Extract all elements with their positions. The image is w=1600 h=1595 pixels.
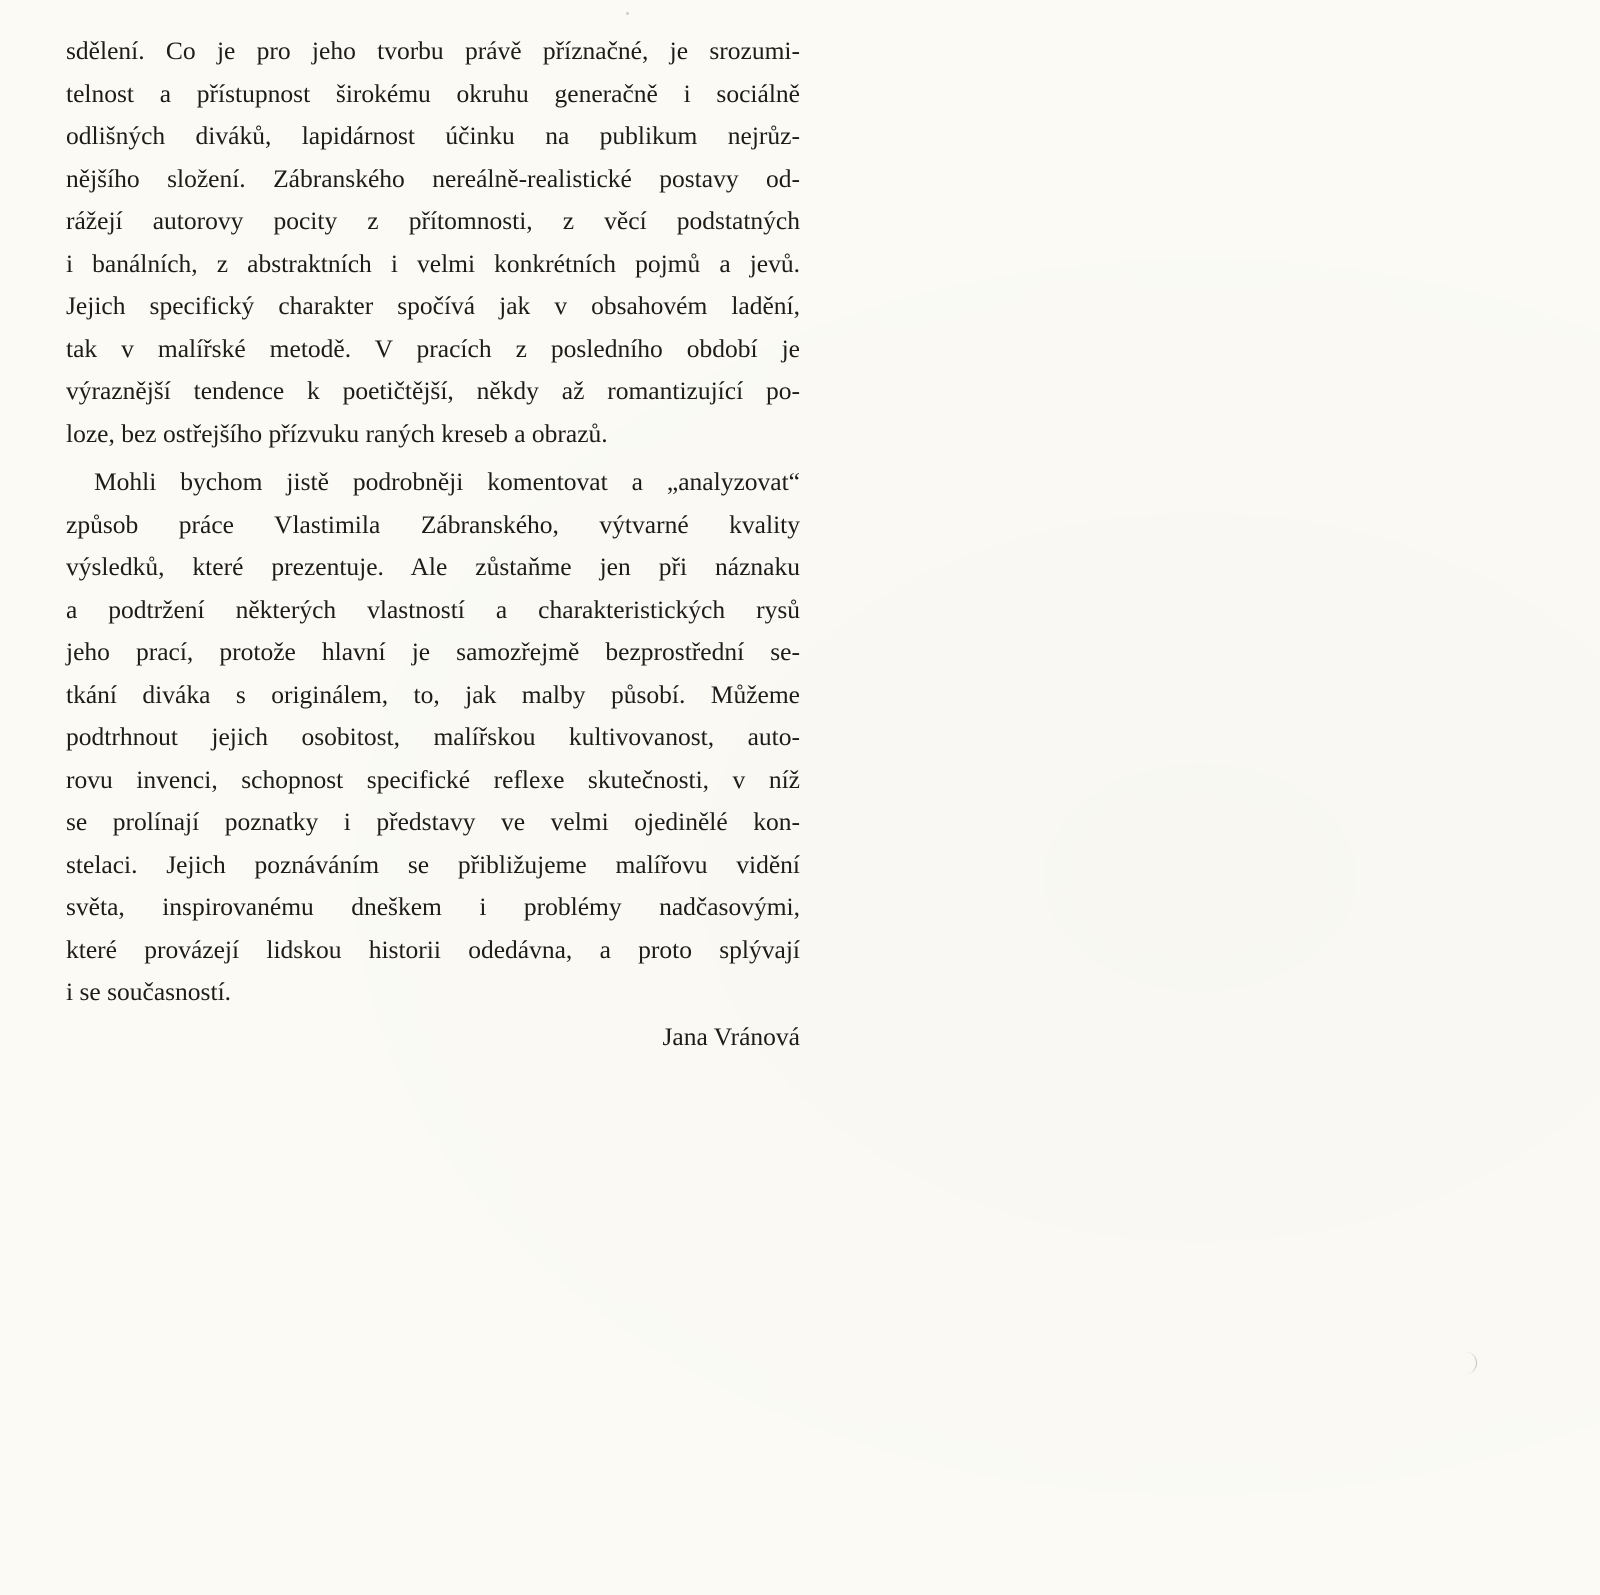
text-line: sdělení. Co je pro jeho tvorbu právě příznačné, je srozumi- <box>66 36 800 65</box>
text-line: rovu invenci, schopnost specifické reflexe skutečnosti, v níž <box>66 764 800 794</box>
text-line: i banálních, z abstraktních i velmi konkrétních pojmů a jevů. <box>66 248 800 278</box>
text-line: jeho prací, protože hlavní je samozřejmě bezprostřední se- <box>66 637 800 666</box>
text-line: i se současností. <box>66 977 232 1006</box>
author-signature: Jana Vránová <box>662 1021 800 1051</box>
text-line: stelaci. Jejich poznáváním se přibližujeme malířovu vidění <box>66 849 800 879</box>
text-line: světa, inspirovanému dneškem i problémy nadčasovými, <box>66 892 800 921</box>
paragraph-2 <box>66 461 800 1014</box>
text-line: výraznější tendence k poetičtější, někdy až romantizující po- <box>66 376 800 405</box>
paper-mark <box>1462 1352 1477 1374</box>
text-line: Mohli bychom jistě podrobněji komentovat a „analyzovat“ <box>94 467 800 496</box>
text-line: výsledků, které prezentuje. Ale zůstaňme jen při náznaku <box>66 552 800 581</box>
text-line: tkání diváka s originálem, to, jak malby působí. Můžeme <box>66 679 800 709</box>
text-line: způsob práce Vlastimila Zábranského, výtvarné kvality <box>66 509 800 539</box>
text-line: které provázejí lidskou historii odedávna, a proto splývají <box>66 934 800 964</box>
text-line: odlišných diváků, lapidárnost účinku na publikum nejrůz- <box>66 121 800 150</box>
text-line: a podtržení některých vlastností a charakteristických rysů <box>66 594 800 624</box>
text-line: loze, bez ostřejšího přízvuku raných kreseb a obrazů. <box>66 418 608 448</box>
paragraph-1 <box>66 30 800 455</box>
text-column <box>66 30 800 1058</box>
text-line: Jejich specifický charakter spočívá jak v obsahovém ladění, <box>66 291 800 320</box>
text-line: nějšího složení. Zábranského nereálně-realistické postavy od- <box>66 163 800 193</box>
text-line: rážejí autorovy pocity z přítomnosti, z věcí podstatných <box>66 206 800 235</box>
ink-speck <box>626 12 629 15</box>
text-line: tak v malířské metodě. V pracích z posledního období je <box>66 333 800 363</box>
text-line: telnost a přístupnost širokému okruhu generačně i sociálně <box>66 78 800 108</box>
text-line: se prolínají poznatky i představy ve velmi ojedinělé kon- <box>66 807 800 836</box>
text-line: podtrhnout jejich osobitost, malířskou kultivovanost, auto- <box>66 722 800 751</box>
